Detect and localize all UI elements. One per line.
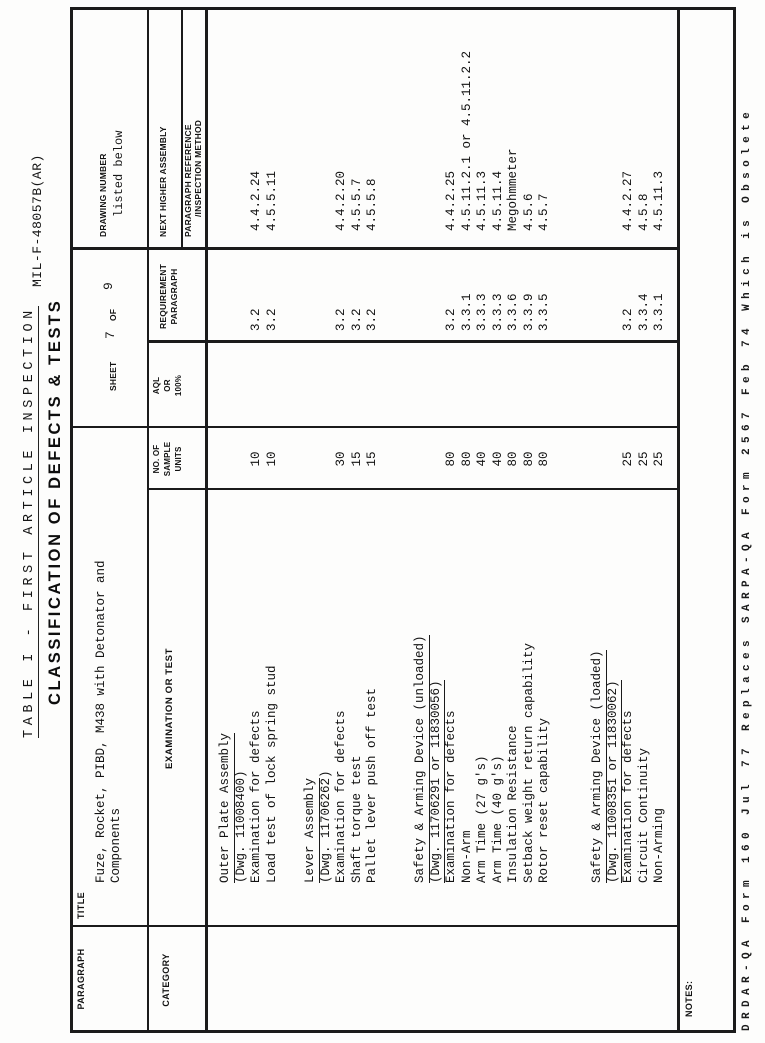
row-line-notes (677, 7, 680, 1033)
test-name: Arm Time (40 g's) (490, 755, 505, 883)
block-drawing-ref: (Dwg. 11706262) (318, 770, 333, 883)
sample-units-value: 15 (365, 451, 379, 467)
test-name: Rotor reset capability (537, 717, 551, 883)
test-name: Examination for defects (249, 710, 263, 883)
column-header-requirement-1: REQUIREMENT (158, 264, 168, 330)
paragraph-reference-value: 4.5.5.7 (349, 178, 364, 231)
requirement-paragraph-value: 3.2 (365, 308, 379, 331)
paragraph-reference-value: 4.5.8 (636, 193, 651, 231)
test-name: Circuit Continuity (636, 747, 651, 883)
block-title: Outer Plate Assembly (218, 733, 235, 883)
paragraph-reference-value: 4.5.11.3 (475, 170, 489, 231)
test-name: Shaft torque test (349, 755, 364, 883)
sample-units-value: 40 (490, 451, 505, 467)
test-name: Pallet lever push off test (365, 687, 379, 883)
column-header-paragraph-reference-1: PARAGRAPH REFERENCE (183, 124, 193, 237)
requirement-paragraph-value: 3.2 (264, 308, 279, 331)
column-header-aql-2: OR (163, 379, 172, 392)
test-name: Examination for defects (444, 710, 458, 883)
col-line-samples (147, 488, 679, 490)
test-name: Non-Arm (459, 830, 474, 883)
title-content-line1: Fuze, Rocket, PIBD, M438 with Detonator and (94, 560, 108, 883)
test-name: Non-Arming (652, 807, 666, 883)
spec-number: MIL-F-48057B(AR) (30, 154, 45, 287)
requirement-paragraph-value: 3.3.3 (490, 293, 505, 331)
table-subtitle: CLASSIFICATION OF DEFECTS & TESTS (46, 298, 64, 705)
row-line-headerbottom (205, 7, 208, 1033)
notes-label: NOTES: (684, 980, 694, 1017)
sample-units-value: 25 (636, 451, 651, 467)
block-title: Safety & Arming Device (loaded) (590, 650, 607, 883)
sample-units-value: 30 (334, 451, 348, 467)
paragraph-reference-value: 4.5.5.11 (264, 170, 279, 231)
sample-units-value: 10 (264, 451, 279, 467)
paragraph-reference-value: 4.4.2.20 (334, 170, 348, 231)
drawing-number-note: listed below (112, 130, 126, 217)
sheet-number: 7 (103, 331, 118, 339)
column-header-next-higher-assembly: NEXT HIGHER ASSEMBLY (158, 126, 168, 237)
sample-units-value: 40 (475, 451, 489, 467)
block-drawing-ref: (Dwg. 11008400) (233, 770, 248, 883)
test-name: Examination for defects (334, 710, 348, 883)
column-header-paragraph-reference-2: /INSPECTION METHOD (193, 119, 203, 217)
block-drawing-ref: (Dwg. 11008351 or 11830062) (606, 680, 623, 883)
paragraph-reference-value: 4.4.2.24 (249, 170, 263, 231)
table-title: TABLE I - FIRST ARTICLE INSPECTION (22, 306, 37, 738)
column-header-category: CATEGORY (161, 953, 171, 1007)
column-header-requirement-2: PARAGRAPH (169, 268, 179, 325)
table-border-right (70, 7, 736, 10)
table-border-top (70, 7, 73, 1033)
row-line-titlerow (147, 7, 149, 1033)
test-name: Arm Time (27 g's) (475, 755, 489, 883)
test-name: Insulation Resistance (506, 725, 520, 883)
paragraph-reference-value: 4.4.2.27 (621, 170, 635, 231)
sample-units-value: 80 (506, 451, 520, 467)
sample-units-value: 80 (444, 451, 458, 467)
sample-units-value: 10 (249, 451, 263, 467)
paragraph-reference-value: Megohmmeter (506, 148, 520, 231)
column-header-samples-3: UNITS (174, 446, 183, 472)
sample-units-value: 80 (537, 451, 551, 467)
sheet-of-label: OF (108, 308, 118, 321)
sheet-label: SHEET (108, 361, 118, 391)
test-name: Setback weight return capability (521, 642, 536, 883)
test-name: Load test of lock spring stud (264, 665, 279, 883)
requirement-paragraph-value: 3.2 (334, 308, 348, 331)
paragraph-reference-value: 4.5.5.8 (365, 178, 379, 231)
column-header-drawing-number: DRAWING NUMBER (98, 153, 108, 237)
block-drawing-ref: (Dwg. 11706291 or 11830056) (429, 680, 446, 883)
form-footer-line: DRDAR-QA Form 160 Jul 77 Replaces SARPA-QA Form 2567 Feb 74 Which is Obsolete (741, 106, 753, 1031)
requirement-paragraph-value: 3.3.9 (521, 293, 536, 331)
paragraph-reference-value: 4.5.11.4 (490, 170, 505, 231)
column-header-samples-1: NO. OF (152, 444, 161, 474)
requirement-paragraph-value: 3.3.6 (506, 293, 520, 331)
requirement-paragraph-value: 3.3.1 (652, 293, 666, 331)
requirement-paragraph-value: 3.3.1 (459, 293, 474, 331)
requirement-paragraph-value: 3.3.5 (537, 293, 551, 331)
block-title: Lever Assembly (303, 778, 320, 883)
column-header-samples-2: SAMPLE (163, 441, 172, 477)
sheet-total: 9 (101, 282, 116, 290)
requirement-paragraph-value: 3.3.4 (636, 293, 651, 331)
paragraph-reference-value: 4.5.11.2.1 or 4.5.11.2.2 (459, 50, 474, 231)
col-line-aql (147, 341, 679, 344)
paragraph-reference-value: 4.5.7 (537, 193, 551, 231)
paragraph-reference-value: 4.5.11.3 (652, 170, 666, 231)
requirement-paragraph-value: 3.2 (444, 308, 458, 331)
block-title: Safety & Arming Device (unloaded) (413, 635, 430, 883)
column-header-aql-3: 100% (174, 374, 183, 397)
requirement-paragraph-value: 3.3.3 (475, 293, 489, 331)
sample-units-value: 15 (349, 451, 364, 467)
title-content-line2: Components (109, 807, 123, 883)
table-border-bottom (733, 7, 736, 1033)
paragraph-reference-value: 4.5.6 (521, 193, 536, 231)
sample-units-value: 80 (521, 451, 536, 467)
column-header-aql-1: AQL (152, 376, 161, 395)
requirement-paragraph-value: 3.2 (621, 308, 635, 331)
sample-units-value: 80 (459, 451, 474, 467)
paragraph-reference-value: 4.4.2.25 (444, 170, 458, 231)
col-line-paragraph (70, 925, 679, 927)
column-header-title: TITLE (76, 892, 86, 919)
test-name: Examination for defects (621, 710, 635, 883)
column-header-examination: EXAMINATION OR TEST (164, 648, 175, 770)
requirement-paragraph-value: 3.2 (349, 308, 364, 331)
sample-units-value: 25 (621, 451, 635, 467)
sample-units-value: 25 (652, 451, 666, 467)
requirement-paragraph-value: 3.2 (249, 308, 263, 331)
column-header-paragraph: PARAGRAPH (76, 948, 86, 1010)
